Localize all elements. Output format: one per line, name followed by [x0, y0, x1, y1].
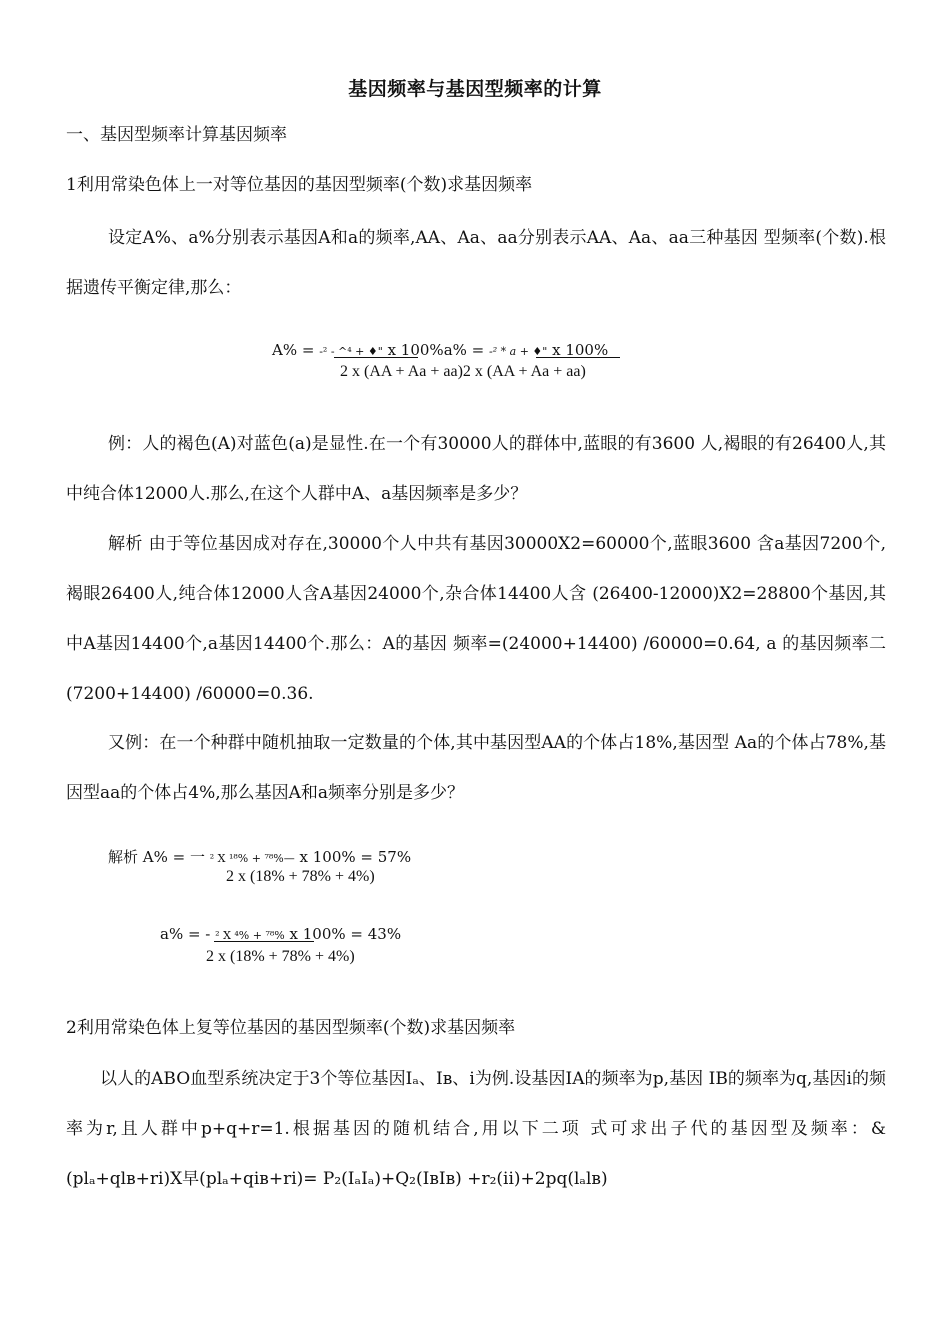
- abo-paragraph: 以人的ABO血型系统决定于3个等位基因Iₐ、Iʙ、i为例.设基因IA的频率为p,基因 IB的频率为q,基因i的频率为r,且人群中p+q+r=1.根据基因的随机结合,用以下二项 式可求出子代的基因型及频率：&(plₐ+qlʙ+ri)X早(plₐ+qiʙ+ri)= P₂(IₐIₐ)+Q₂(IʙIʙ) +r₂(ii)+2pq(lₐlʙ): [66, 1069, 886, 1189]
- formula-3-denominator: 2 x (18% + 78% + 4%): [206, 948, 355, 965]
- subsection-heading-2: 2利用常染色体上复等位基因的基因型频率(个数)求基因频率: [66, 1018, 516, 1038]
- analysis-1-paragraph: 解析 由于等位基因成对存在,30000个人中共有基因30000X2=60000个,蓝眼3600 含a基因7200个,褐眼26400人,纯合体12000人含A基因24000个,杂合体14400人含 (26400-12000)X2=28800个基因,其中A基因14400个,a基因14400个.那么：A的基因 频率=(24000+14400) /60000=0.64, a 的基因频率二(7200+14400) /60000=0.36.: [66, 534, 886, 704]
- formula-3-fraction-bar: [214, 941, 314, 942]
- formula-1-numerator-a: -² - ^⁴ + ♦": [319, 345, 383, 358]
- formula-3-label: a% = -: [160, 925, 211, 943]
- example-1-paragraph: 例：人的褐色(A)对蓝色(a)是显性.在一个有30000人的群体中,蓝眼的有3600 人,褐眼的有26400人,其中纯合体12000人.那么,在这个人群中A、a基因频率是多少？: [66, 434, 886, 504]
- formula-1-numerator-b: -² * a + ♦": [489, 345, 548, 358]
- formula-1-left-label: A% =: [272, 341, 315, 359]
- formula-1-multiplier-a: x 100%a% =: [387, 341, 485, 359]
- formula-1-multiplier-b: x 100%: [552, 341, 609, 359]
- page-title: 基因频率与基因型频率的计算: [348, 78, 602, 100]
- formula-1-fraction-bar-b: [536, 357, 620, 358]
- intro-paragraph: 设定A%、a%分别表示基因A和a的频率,AA、Aa、aa分别表示AA、Aa、aa三种基因 型频率(个数).根据遗传平衡定律,那么：: [66, 228, 886, 298]
- example-2-paragraph: 又例：在一个种群中随机抽取一定数量的个体,其中基因型AA的个体占18%,基因型 Aa的个体占78%,基因型aa的个体占4%,那么基因A和a频率分别是多少？: [66, 733, 886, 803]
- formula-2: [108, 847, 411, 869]
- formula-2-label: 解析 A% = 一: [108, 848, 205, 866]
- formula-1-fraction-bar-a: [334, 357, 418, 358]
- formula-2-rhs: x 100% = 57%: [299, 848, 412, 866]
- formula-2-numerator: ² X ¹⁸% + ⁷⁸%—: [209, 852, 295, 865]
- formula-1-denominator: 2 x (AA + Aa + aa)2 x (AA + Aa + aa): [340, 363, 586, 380]
- formula-2-denominator: 2 x (18% + 78% + 4%): [226, 868, 375, 885]
- formula-3-numerator: ² X ⁴% + ⁷⁸%: [215, 929, 285, 942]
- subsection-heading-1: 1利用常染色体上一对等位基因的基因型频率(个数)求基因频率: [66, 175, 533, 195]
- formula-1: [272, 340, 608, 362]
- section-heading: 一、基因型频率计算基因频率: [66, 125, 287, 145]
- formula-3: [160, 924, 401, 946]
- formula-3-rhs: x 100% = 43%: [289, 925, 402, 943]
